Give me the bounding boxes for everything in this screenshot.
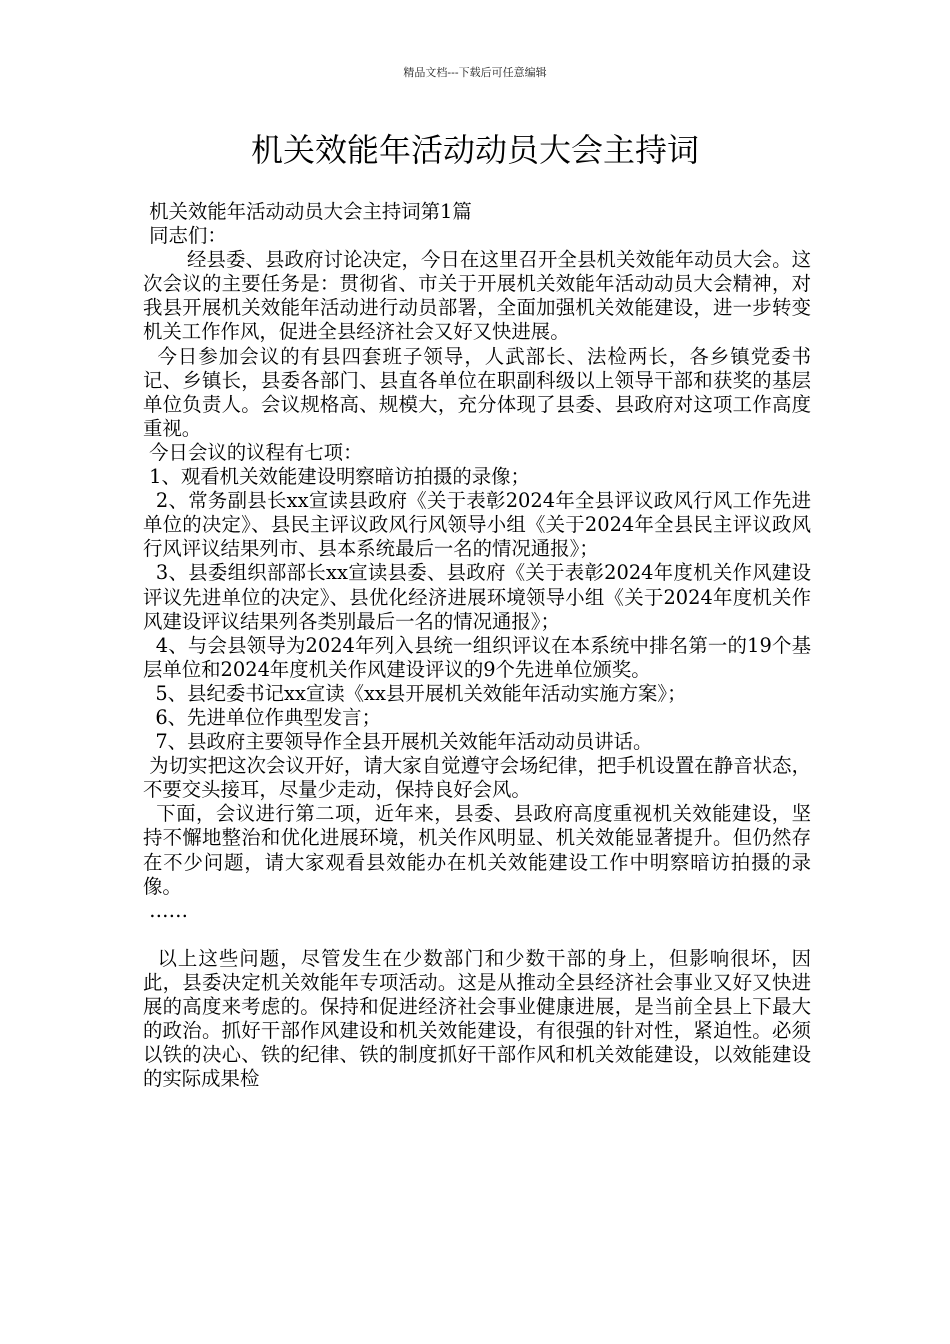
blank-line [143,923,811,947]
agenda-item-6: 6、先进单位作典型发言； [143,705,381,729]
paragraph-opening: 经县委、县政府讨论决定，今日在这里召开全县机关效能年动员大会。这次会议的主要任务是：贯彻省、市关于开展机关效能年活动动员大会精神，对我县开展机关效能年活动进行动员部署，全面加强机关效能建设，进一步转变机关工作作风，促进全县经济社会又好又快进展。 [143,248,811,344]
salutation: 同志们： [143,224,227,248]
agenda-item-7: 7、县政府主要领导作全县开展机关效能年活动动员讲话。 [143,730,653,754]
agenda-item-2: 2、常务副县长xx宣读县政府《关于表彰2024年全县评议政风行风工作先进单位的决定》、县民主评议政风行风领导小组《关于2024年全县民主评议政风行风评议结果列市、县本系统最后一名的情况通报》； [143,489,811,561]
header-note: 精品文档---下载后可任意编辑 [403,66,547,79]
section-heading: 机关效能年活动动员大会主持词第1篇 [143,200,472,223]
document-title: 机关效能年活动动员大会主持词 [250,131,699,169]
agenda-item-4: 4、与会县领导为2024年列入县统一组织评议在本系统中排名第一的19个基层单位和2024年度机关作风建设评议的9个先进单位颁奖。 [143,633,812,681]
agenda-intro: 今日会议的议程有七项： [143,440,363,464]
ellipsis: …… [143,898,188,922]
paragraph-second-item: 下面，会议进行第二项，近年来，县委、县政府高度重视机关效能建设，坚持不懈地整治和优化进展环境，机关作风明显、机关效能显著提升。但仍然存在不少问题，请大家观看县效能办在机关效能建设工作中明察暗访拍摄的录像。 [143,802,812,898]
paragraph-problems: 以上这些问题，尽管发生在少数部门和少数干部的身上，但影响很坏，因此，县委决定机关效能年专项活动。这是从推动全县经济社会事业又好又快进展的高度来考虑的。保持和促进经济社会事业健康进展，是当前全县上下最大的政治。抓好干部作风建设和机关效能建设，有很强的针对性，紧迫性。必须以铁的决心、铁的纪律、铁的制度抓好干部作风和机关效能建设，以效能建设的实际成果检 [143,946,812,1091]
paragraph-attendees: 今日参加会议的有县四套班子领导，人武部长、法检两长，各乡镇党委书记、乡镇长，县委各部门、县直各单位在职副科级以上领导干部和获奖的基层单位负责人。会议规格高、规模大，充分体现了县委、县政府对这项工作高度重视。 [143,344,812,440]
agenda-item-5: 5、县纪委书记xx宣读《xx县开展机关效能年活动实施方案》； [143,681,687,705]
document-body [143,200,811,1091]
agenda-item-3: 3、县委组织部部长xx宣读县委、县政府《关于表彰2024年度机关作风建设评议先进单位的决定》、县优化经济进展环境领导小组《关于2024年度机关作风建设评议结果列各类别最后一名的情况通报》； [143,561,811,633]
agenda-item-1: 1、观看机关效能建设明察暗访拍摄的录像； [143,465,530,489]
paragraph-discipline: 为切实把这次会议开好，请大家自觉遵守会场纪律，把手机设置在静音状态，不要交头接耳，尽量少走动，保持良好会风。 [143,754,812,802]
